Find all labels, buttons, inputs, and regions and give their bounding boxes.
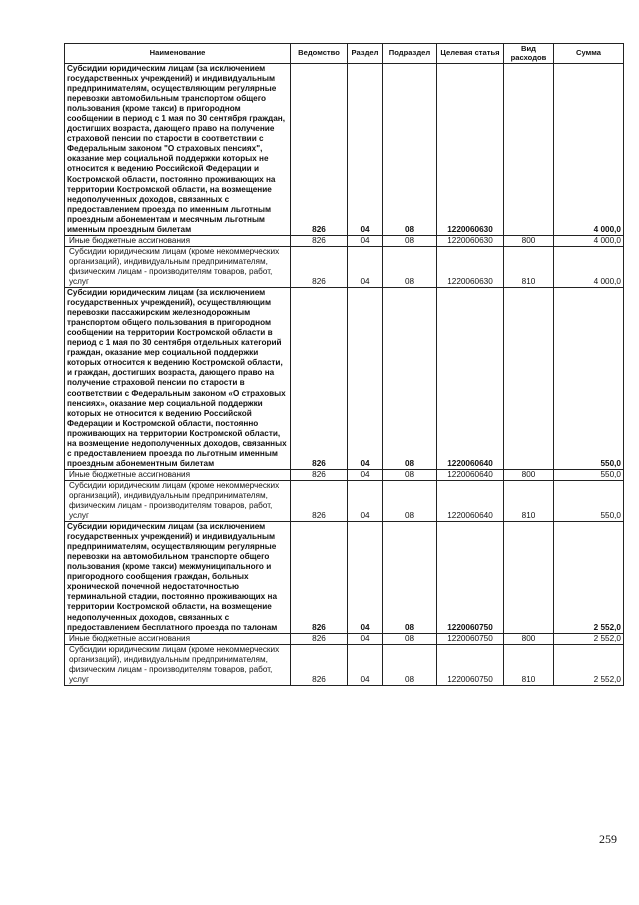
row-target: 1220060750	[437, 522, 504, 634]
row-dept: 826	[291, 469, 348, 480]
page-number: 259	[599, 832, 617, 846]
row-name: Субсидии юридическим лицам (кроме некоммерческих организаций), индивидуальным предпринимателям, физическим лицам - производителям товаров, работ, услуг	[65, 644, 291, 685]
row-section: 04	[348, 246, 383, 287]
row-section: 04	[348, 644, 383, 685]
row-target: 1220060750	[437, 633, 504, 644]
row-exp-type: 810	[504, 246, 554, 287]
table-row	[65, 288, 624, 470]
row-exp-type	[504, 522, 554, 634]
row-dept: 826	[291, 522, 348, 634]
row-amount: 4 000,0	[554, 246, 624, 287]
row-target: 1220060640	[437, 469, 504, 480]
table-row	[65, 480, 624, 521]
table-row	[65, 246, 624, 287]
row-subsection: 08	[383, 235, 437, 246]
row-section: 04	[348, 480, 383, 521]
row-target: 1220060630	[437, 246, 504, 287]
header-section: Раздел	[348, 44, 383, 64]
row-target: 1220060640	[437, 288, 504, 470]
row-amount: 4 000,0	[554, 64, 624, 236]
row-exp-type: 810	[504, 644, 554, 685]
row-name: Субсидии юридическим лицам (за исключением государственных учреждений), осуществляющим перевозки пассажирским железнодорожным транспортом общего пользования в пригородном сообщении на территории Костромской области в период с 1 мая по 30 сентября отдельных категорий граждан, оказание мер социальной поддержки которых относится к ведению Костромской области, и граждан, достигших возраста, дающего право на получение страховой пенсии по старости в соответствии с Федеральным законом «О страховых пенсиях», оказание мер социальной поддержки которых не относится к ведению Российской Федерации и Костромской области, постоянно проживающих на территории Костромской области, на возмещение недополученных доходов, связанных с предоставлением проезда по льготным именным проездным абонементным билетам	[65, 288, 291, 470]
header-subsection: Подраздел	[383, 44, 437, 64]
row-subsection: 08	[383, 64, 437, 236]
row-amount: 4 000,0	[554, 235, 624, 246]
row-dept: 826	[291, 644, 348, 685]
row-amount: 550,0	[554, 480, 624, 521]
row-section: 04	[348, 469, 383, 480]
row-name: Субсидии юридическим лицам (кроме некоммерческих организаций), индивидуальным предпринимателям, физическим лицам - производителям товаров, работ, услуг	[65, 246, 291, 287]
row-subsection: 08	[383, 288, 437, 470]
table-row	[65, 64, 624, 236]
row-exp-type: 800	[504, 469, 554, 480]
row-section: 04	[348, 288, 383, 470]
row-subsection: 08	[383, 469, 437, 480]
row-subsection: 08	[383, 480, 437, 521]
row-section: 04	[348, 235, 383, 246]
row-name: Иные бюджетные ассигнования	[65, 633, 291, 644]
row-exp-type: 800	[504, 633, 554, 644]
row-name: Субсидии юридическим лицам (кроме некоммерческих организаций), индивидуальным предпринимателям, физическим лицам - производителям товаров, работ, услуг	[65, 480, 291, 521]
row-target: 1220060630	[437, 64, 504, 236]
row-amount: 550,0	[554, 288, 624, 470]
row-exp-type: 800	[504, 235, 554, 246]
header-dept: Ведомство	[291, 44, 348, 64]
row-section: 04	[348, 633, 383, 644]
header-target: Целевая статья	[437, 44, 504, 64]
row-dept: 826	[291, 64, 348, 236]
row-subsection: 08	[383, 644, 437, 685]
row-exp-type	[504, 288, 554, 470]
row-name: Иные бюджетные ассигнования	[65, 235, 291, 246]
row-subsection: 08	[383, 522, 437, 634]
header-name: Наименование	[65, 44, 291, 64]
row-exp-type: 810	[504, 480, 554, 521]
row-target: 1220060640	[437, 480, 504, 521]
row-name: Иные бюджетные ассигнования	[65, 469, 291, 480]
row-section: 04	[348, 522, 383, 634]
row-section: 04	[348, 64, 383, 236]
row-amount: 2 552,0	[554, 522, 624, 634]
row-exp-type	[504, 64, 554, 236]
row-subsection: 08	[383, 246, 437, 287]
row-amount: 2 552,0	[554, 644, 624, 685]
row-target: 1220060750	[437, 644, 504, 685]
table-row	[65, 522, 624, 634]
row-amount: 2 552,0	[554, 633, 624, 644]
row-name: Субсидии юридическим лицам (за исключением государственных учреждений) и индивидуальным предпринимателям, осуществляющим регулярные перевозки автомобильным транспортом общего пользования (кроме такси) в пригородном сообщении в период с 1 мая по 30 сентября граждан, достигших возраста, дающего право на получение страховой пенсии по старости в соответствии с Федеральным законом "О страховых пенсиях", оказание мер социальной поддержки которых не относится к ведению Российской Федерации и Костромской области, постоянно проживающих на территории Костромской области, на возмещение недополученных доходов, связанных с предоставлением проезда по именным льготным проездным абонементам и месячным льготным именным проездным билетам	[65, 64, 291, 236]
table-row	[65, 633, 624, 644]
budget-table	[64, 43, 624, 686]
table-row	[65, 235, 624, 246]
row-amount: 550,0	[554, 469, 624, 480]
table-row	[65, 644, 624, 685]
row-dept: 826	[291, 480, 348, 521]
row-dept: 826	[291, 235, 348, 246]
row-name: Субсидии юридическим лицам (за исключением государственных учреждений) и индивидуальным предпринимателям, осуществляющим регулярные перевозки на автомобильном транспорте общего пользования (кроме такси) межмуниципального и пригородного сообщения граждан, больных хронической почечной недостаточностью терминальной стадии, постоянно проживающих на территории Костромской области, на возмещение недополученных доходов, связанных с предоставлением бесплатного проезда по талонам	[65, 522, 291, 634]
header-amount: Сумма	[554, 44, 624, 64]
header-exp-type: Вид расходов	[504, 44, 554, 64]
row-subsection: 08	[383, 633, 437, 644]
table-header-row	[65, 44, 624, 64]
row-dept: 826	[291, 288, 348, 470]
row-target: 1220060630	[437, 235, 504, 246]
row-dept: 826	[291, 246, 348, 287]
table-row	[65, 469, 624, 480]
row-dept: 826	[291, 633, 348, 644]
